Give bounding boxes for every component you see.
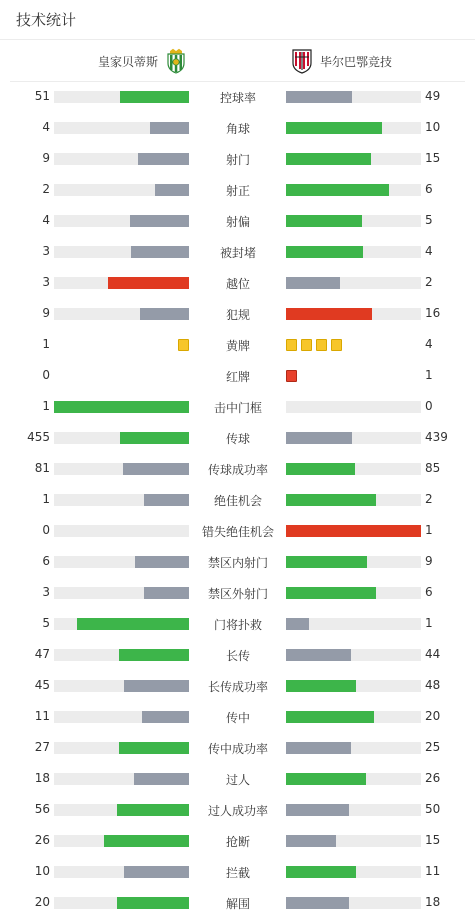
home-bar [54,401,189,413]
stat-label: 禁区外射门 [207,587,268,601]
stat-row [0,856,475,887]
away-bar-fill [286,835,336,847]
stat-row [0,174,475,205]
away-bar [286,91,421,103]
home-bar-fill [77,618,189,630]
home-value: 47 [34,647,50,661]
away-bar [286,742,421,754]
home-bar-fill [138,153,189,165]
stat-row [0,205,475,236]
stat-row [0,639,475,670]
stat-row [0,81,475,112]
home-bar-fill [134,773,189,785]
stat-row [0,298,475,329]
stat-row [0,608,475,639]
stat-row [0,732,475,763]
home-bar [54,742,189,754]
away-bar [286,215,421,227]
home-bar [54,711,189,723]
stat-row [0,267,475,298]
away-bar [286,649,421,661]
home-value: 26 [34,833,50,847]
home-bar-fill [119,742,189,754]
yellow-card-icon [178,339,189,351]
stat-label: 越位 [225,277,250,291]
away-bar [286,246,421,258]
away-value: 1 [425,368,433,382]
away-bar-fill [286,184,389,196]
home-bar-fill [54,401,189,413]
stat-label: 长传 [225,649,250,663]
home-value: 27 [34,740,50,754]
home-bar [54,463,189,475]
home-value: 11 [34,709,50,723]
stat-row [0,701,475,732]
away-bar [286,277,421,289]
away-bar [286,153,421,165]
away-value: 9 [425,554,433,568]
home-bar-fill [119,649,189,661]
away-bar-fill [286,556,367,568]
home-bar [54,215,189,227]
stat-label: 过人 [225,773,250,787]
home-bar [54,649,189,661]
away-team[interactable] [290,40,392,82]
home-value: 1 [42,337,50,351]
away-value: 15 [425,833,441,847]
stat-label: 传球 [225,432,250,446]
away-bar-fill [286,866,356,878]
stat-label: 传中成功率 [207,742,268,756]
away-bar [286,463,421,475]
away-bar [286,122,421,134]
stat-row [0,763,475,794]
away-value: 16 [425,306,441,320]
stat-label: 拦截 [225,866,250,880]
stat-label: 被封堵 [219,246,256,260]
home-bar [54,587,189,599]
home-value: 56 [34,802,50,816]
red-card-icon [286,370,297,382]
away-value: 1 [425,616,433,630]
away-bar-fill [286,742,351,754]
stat-row [0,329,475,360]
stat-row [0,112,475,143]
stat-row [0,484,475,515]
away-bar [286,401,421,413]
stat-label: 控球率 [219,91,256,105]
stat-label: 传中 [225,711,250,725]
stat-label: 击中门框 [213,401,262,415]
home-bar [54,835,189,847]
home-value: 3 [42,244,50,258]
stat-label: 射偏 [225,215,250,229]
stat-row [0,391,475,422]
home-bar [54,680,189,692]
away-bar-fill [286,215,362,227]
home-bar-fill [120,432,189,444]
stat-label: 射门 [225,153,250,167]
home-bar-fill [144,494,189,506]
away-bar-fill [286,587,376,599]
away-value: 18 [425,895,441,909]
home-bar-fill [104,835,189,847]
away-value: 439 [425,430,448,444]
home-value: 0 [42,523,50,537]
away-bar-fill [286,463,355,475]
away-bar [286,432,421,444]
stat-label: 门将扑救 [213,618,262,632]
away-value: 44 [425,647,441,661]
home-bar [54,897,189,909]
home-value: 9 [42,151,50,165]
home-value: 10 [34,864,50,878]
home-value: 18 [34,771,50,785]
away-bar [286,494,421,506]
home-value: 51 [34,89,50,103]
away-bar [286,804,421,816]
home-value: 0 [42,368,50,382]
home-value: 1 [42,399,50,413]
away-bar-fill [286,308,372,320]
stat-label: 角球 [225,122,250,136]
home-bar [54,246,189,258]
away-bar [286,308,421,320]
away-value: 6 [425,585,433,599]
home-bar-fill [124,866,189,878]
away-bar-fill [286,649,351,661]
stat-label: 长传成功率 [207,680,268,694]
away-bar [286,680,421,692]
away-value: 2 [425,275,433,289]
away-value: 1 [425,523,433,537]
home-bar-fill [150,122,189,134]
away-bar [286,618,421,630]
home-bar [54,618,189,630]
away-value: 20 [425,709,441,723]
away-bar-fill [286,277,340,289]
yellow-card-icon [301,339,312,351]
away-bar-fill [286,525,421,537]
home-value: 6 [42,554,50,568]
yellow-card-icon [286,339,297,351]
real-betis-crest-icon [164,48,188,74]
away-bar-fill [286,680,356,692]
away-bar-fill [286,618,309,630]
away-value: 26 [425,771,441,785]
home-bar [54,804,189,816]
stat-label: 黄牌 [225,339,250,353]
stat-row [0,422,475,453]
stat-row [0,236,475,267]
home-bar [54,339,189,351]
away-bar [286,866,421,878]
away-value: 25 [425,740,441,754]
stat-row [0,887,475,918]
home-bar [54,556,189,568]
away-value: 11 [425,864,441,878]
away-bar [286,184,421,196]
yellow-card-icon [316,339,327,351]
home-bar [54,773,189,785]
home-bar [54,494,189,506]
stat-label: 过人成功率 [207,804,268,818]
away-bar-fill [286,91,352,103]
away-bar [286,525,421,537]
home-bar-fill [140,308,189,320]
away-value: 5 [425,213,433,227]
home-bar [54,153,189,165]
home-bar-fill [144,587,189,599]
away-bar [286,370,421,382]
away-bar-fill [286,122,382,134]
stat-label: 传球成功率 [207,463,268,477]
away-bar-fill [286,494,376,506]
away-bar-fill [286,897,349,909]
home-bar-fill [135,556,189,568]
home-bar [54,91,189,103]
home-bar-fill [108,277,189,289]
yellow-card-icon [331,339,342,351]
away-bar [286,835,421,847]
home-value: 45 [34,678,50,692]
away-value: 48 [425,678,441,692]
away-bar [286,587,421,599]
home-value: 9 [42,306,50,320]
stat-row [0,825,475,856]
home-value: 81 [34,461,50,475]
away-team-name: 毕尔巴鄂竞技 [320,54,393,69]
home-bar-fill [130,215,189,227]
home-bar [54,184,189,196]
away-value: 10 [425,120,441,134]
away-value: 50 [425,802,441,816]
home-bar [54,122,189,134]
away-bar-fill [286,153,371,165]
home-value: 2 [42,182,50,196]
stat-row [0,143,475,174]
home-bar [54,277,189,289]
away-bar-fill [286,711,374,723]
away-value: 15 [425,151,441,165]
stat-label: 错失绝佳机会 [201,525,274,539]
away-bar [286,773,421,785]
away-value: 0 [425,399,433,413]
away-bar [286,556,421,568]
away-value: 85 [425,461,441,475]
home-value: 20 [34,895,50,909]
home-bar-fill [123,463,189,475]
away-bar [286,711,421,723]
stat-label: 红牌 [225,370,250,384]
home-team-name: 皇家贝蒂斯 [97,54,158,69]
away-bar-fill [286,804,349,816]
home-bar-fill [131,246,189,258]
athletic-bilbao-crest-icon [290,48,314,74]
stat-row [0,794,475,825]
stat-row [0,515,475,546]
away-bar-fill [286,246,363,258]
stat-row [0,670,475,701]
stat-label: 绝佳机会 [213,494,262,508]
stat-label: 射正 [225,184,250,198]
home-bar-fill [117,804,189,816]
home-value: 3 [42,275,50,289]
home-bar [54,308,189,320]
away-value: 6 [425,182,433,196]
home-bar-fill [155,184,189,196]
stat-row [0,453,475,484]
home-team[interactable] [98,40,188,82]
stat-row [0,577,475,608]
stat-label: 犯规 [225,308,250,322]
home-bar-fill [124,680,189,692]
stat-label: 禁区内射门 [207,556,268,570]
away-bar-fill [286,432,352,444]
away-value: 2 [425,492,433,506]
home-value: 4 [42,213,50,227]
home-bar [54,370,189,382]
stat-label: 抢断 [225,835,250,849]
away-bar-fill [286,773,366,785]
team-header [10,40,465,82]
home-bar [54,866,189,878]
home-value: 5 [42,616,50,630]
home-value: 1 [42,492,50,506]
home-bar [54,525,189,537]
away-value: 4 [425,337,433,351]
stat-row [0,546,475,577]
title-bar [0,0,475,40]
home-value: 3 [42,585,50,599]
home-bar-fill [142,711,189,723]
away-value: 4 [425,244,433,258]
away-bar [286,339,421,351]
home-bar-fill [120,91,189,103]
home-bar [54,432,189,444]
page-title: 技术统计 [16,11,77,29]
home-bar-fill [117,897,189,909]
home-value: 455 [27,430,50,444]
stat-row [0,360,475,391]
home-value: 4 [42,120,50,134]
stat-label: 解围 [225,897,250,911]
away-bar [286,897,421,909]
away-value: 49 [425,89,441,103]
